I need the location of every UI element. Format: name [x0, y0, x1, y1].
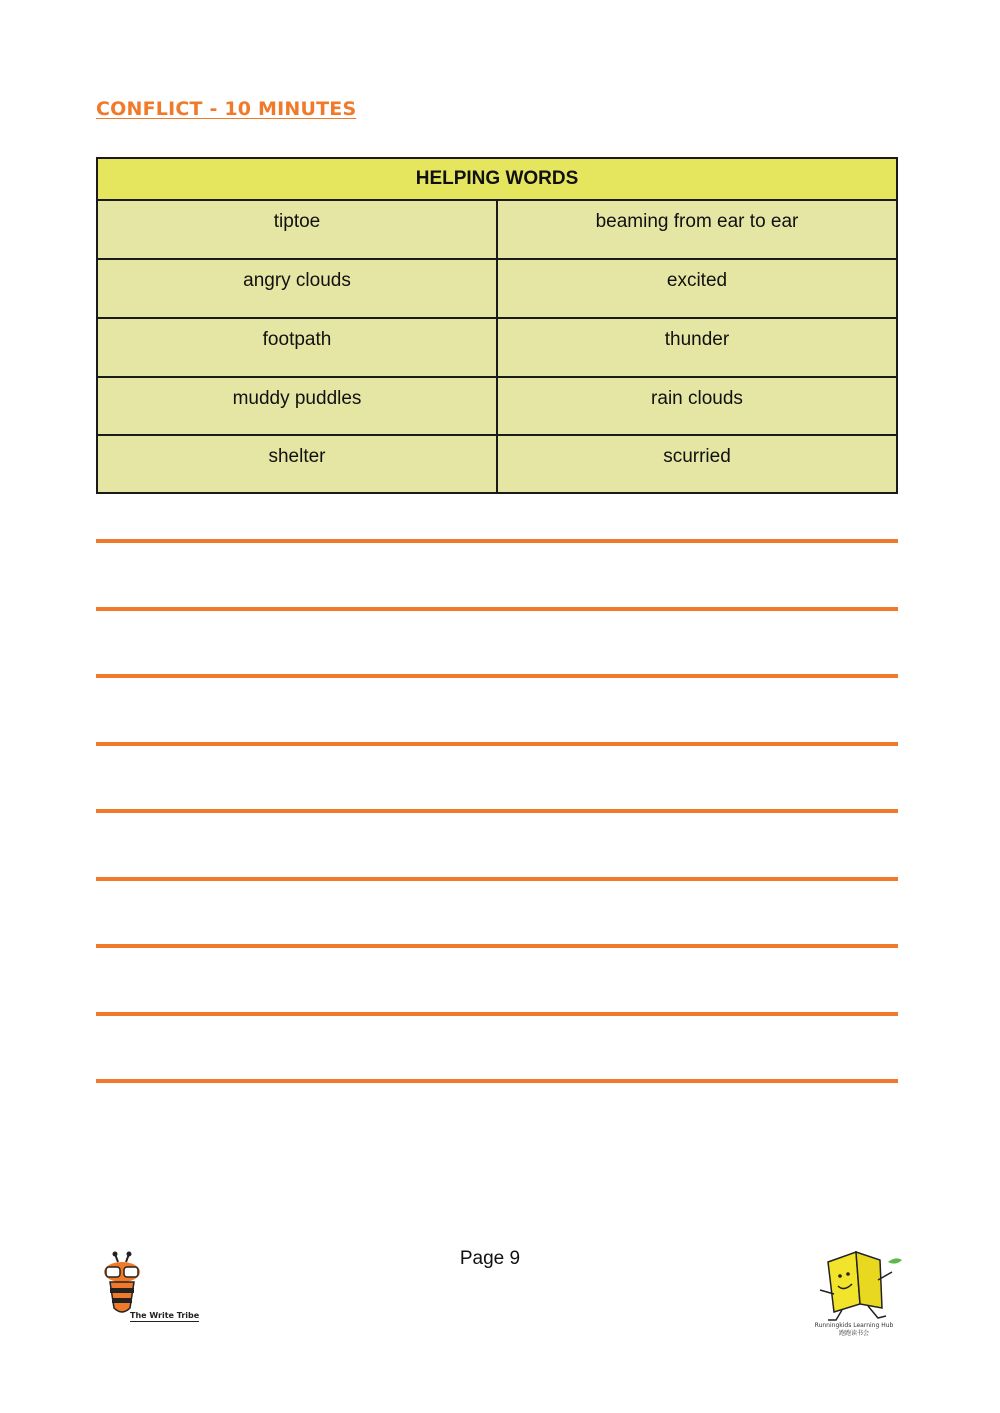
section-title: CONFLICT - 10 MINUTES — [96, 98, 357, 120]
table-row — [97, 200, 897, 259]
table-row — [97, 318, 897, 377]
writing-line — [96, 1079, 898, 1083]
writing-line — [96, 674, 898, 678]
right-logo-text-cn: 跑跑读书会 — [838, 1330, 869, 1337]
table-cell: beaming from ear to ear — [497, 200, 897, 259]
table-cell: muddy puddles — [97, 377, 497, 435]
page-number: Page 9 — [459, 1248, 521, 1269]
left-logo-text: The Write Tribe — [130, 1311, 200, 1320]
table-row — [97, 259, 897, 318]
writing-line — [96, 809, 898, 813]
writing-line — [96, 539, 898, 543]
writing-line — [96, 944, 898, 948]
right-logo-text — [808, 1322, 900, 1338]
table-header: HELPING WORDS — [97, 158, 897, 200]
table-cell: rain clouds — [497, 377, 897, 435]
writing-line — [96, 1012, 898, 1016]
table-cell: excited — [497, 259, 897, 318]
table-cell: tiptoe — [97, 200, 497, 259]
table-row — [97, 435, 897, 493]
table-cell: shelter — [97, 435, 497, 493]
writing-line — [96, 877, 898, 881]
writing-line — [96, 607, 898, 611]
running-book-logo-icon — [808, 1244, 904, 1324]
table-cell: scurried — [497, 435, 897, 493]
writing-line — [96, 742, 898, 746]
table-cell: footpath — [97, 318, 497, 377]
table-row — [97, 377, 897, 435]
table-cell: angry clouds — [97, 259, 497, 318]
helping-words-table — [96, 157, 898, 494]
table-cell: thunder — [497, 318, 897, 377]
right-logo-text-en: Runningkids Learning Hub — [814, 1322, 894, 1329]
